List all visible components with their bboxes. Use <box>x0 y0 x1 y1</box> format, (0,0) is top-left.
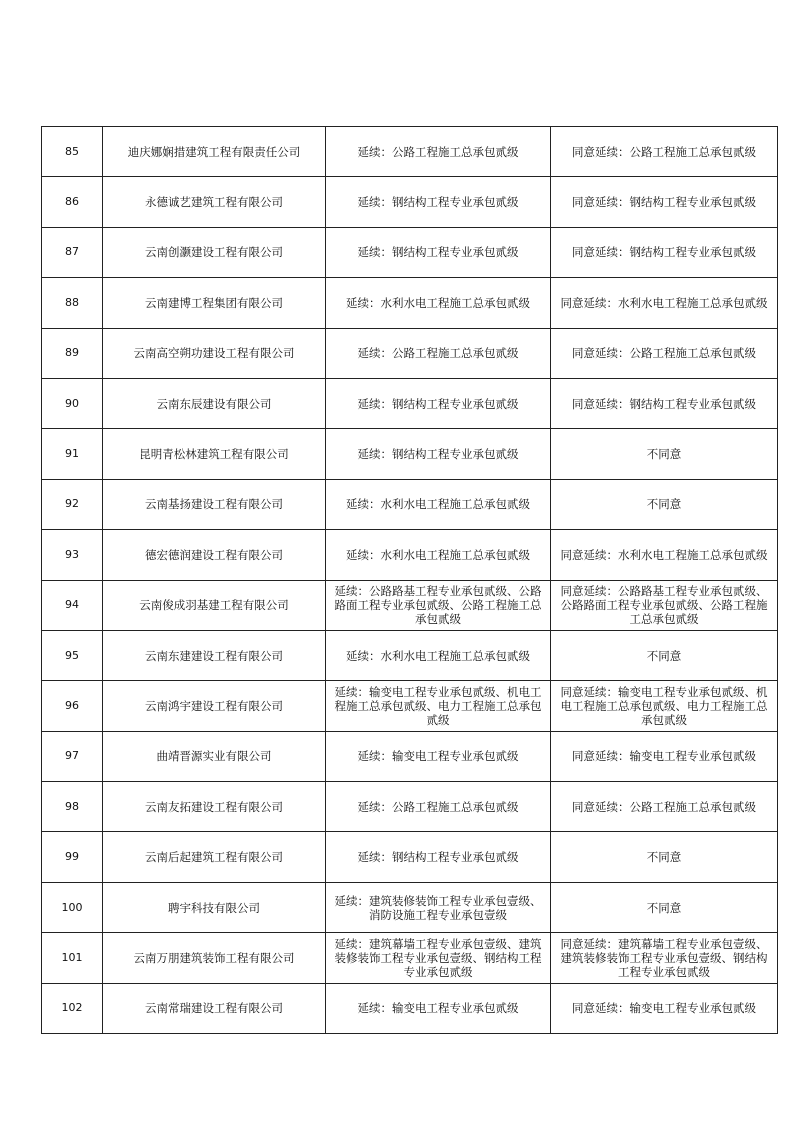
company-name-cell: 曲靖晋源实业有限公司 <box>103 731 326 781</box>
row-number-cell: 90 <box>42 378 103 428</box>
review-result-cell: 不同意 <box>551 882 778 932</box>
table-row <box>42 681 778 731</box>
review-result-cell: 同意延续：公路工程施工总承包贰级 <box>551 782 778 832</box>
company-name-cell: 云南鸿宇建设工程有限公司 <box>103 681 326 731</box>
review-result-cell: 同意延续：公路工程施工总承包贰级 <box>551 328 778 378</box>
row-number-cell: 85 <box>42 127 103 177</box>
application-content-cell: 延续：水利水电工程施工总承包贰级 <box>326 479 551 529</box>
review-result-cell: 同意延续：水利水电工程施工总承包贰级 <box>551 278 778 328</box>
application-content-cell: 延续：建筑幕墙工程专业承包壹级、建筑装修装饰工程专业承包壹级、钢结构工程专业承包贰级 <box>326 933 551 983</box>
company-name-cell: 云南常瑞建设工程有限公司 <box>103 983 326 1033</box>
application-content-cell: 延续：输变电工程专业承包贰级 <box>326 731 551 781</box>
review-result-cell: 不同意 <box>551 630 778 680</box>
row-number-cell: 97 <box>42 731 103 781</box>
review-result-cell: 同意延续：钢结构工程专业承包贰级 <box>551 177 778 227</box>
company-name-cell: 云南东辰建设有限公司 <box>103 378 326 428</box>
review-result-cell: 同意延续：输变电工程专业承包贰级 <box>551 731 778 781</box>
row-number-cell: 100 <box>42 882 103 932</box>
review-result-cell: 同意延续：输变电工程专业承包贰级 <box>551 983 778 1033</box>
review-result-cell: 同意延续：输变电工程专业承包贰级、机电工程施工总承包贰级、电力工程施工总承包贰级 <box>551 681 778 731</box>
application-content-cell: 延续：水利水电工程施工总承包贰级 <box>326 530 551 580</box>
review-result-cell: 同意延续：公路路基工程专业承包贰级、公路路面工程专业承包贰级、公路工程施工总承包贰级 <box>551 580 778 630</box>
company-name-cell: 迪庆娜娴措建筑工程有限责任公司 <box>103 127 326 177</box>
application-content-cell: 延续：输变电工程专业承包贰级、机电工程施工总承包贰级、电力工程施工总承包贰级 <box>326 681 551 731</box>
table-row <box>42 278 778 328</box>
row-number-cell: 101 <box>42 933 103 983</box>
application-content-cell: 延续：水利水电工程施工总承包贰级 <box>326 630 551 680</box>
table-body <box>42 127 778 1034</box>
row-number-cell: 98 <box>42 782 103 832</box>
application-content-cell: 延续：公路路基工程专业承包贰级、公路路面工程专业承包贰级、公路工程施工总承包贰级 <box>326 580 551 630</box>
approval-table <box>41 126 778 1034</box>
company-name-cell: 云南后起建筑工程有限公司 <box>103 832 326 882</box>
table-row <box>42 983 778 1033</box>
table-row <box>42 378 778 428</box>
application-content-cell: 延续：钢结构工程专业承包贰级 <box>326 378 551 428</box>
application-content-cell: 延续：输变电工程专业承包贰级 <box>326 983 551 1033</box>
review-result-cell: 同意延续：水利水电工程施工总承包贰级 <box>551 530 778 580</box>
company-name-cell: 云南基扬建设工程有限公司 <box>103 479 326 529</box>
review-result-cell: 同意延续：公路工程施工总承包贰级 <box>551 127 778 177</box>
table-row <box>42 227 778 277</box>
table-row <box>42 882 778 932</box>
row-number-cell: 93 <box>42 530 103 580</box>
table-row <box>42 580 778 630</box>
row-number-cell: 87 <box>42 227 103 277</box>
review-result-cell: 不同意 <box>551 832 778 882</box>
company-name-cell: 云南万朋建筑装饰工程有限公司 <box>103 933 326 983</box>
company-name-cell: 聘宇科技有限公司 <box>103 882 326 932</box>
table-row <box>42 731 778 781</box>
application-content-cell: 延续：公路工程施工总承包贰级 <box>326 328 551 378</box>
row-number-cell: 86 <box>42 177 103 227</box>
row-number-cell: 99 <box>42 832 103 882</box>
company-name-cell: 云南东建建设工程有限公司 <box>103 630 326 680</box>
application-content-cell: 延续：钢结构工程专业承包贰级 <box>326 832 551 882</box>
review-result-cell: 同意延续：建筑幕墙工程专业承包壹级、建筑装修装饰工程专业承包壹级、钢结构工程专业承包贰级 <box>551 933 778 983</box>
table-row <box>42 429 778 479</box>
row-number-cell: 89 <box>42 328 103 378</box>
company-name-cell: 云南建博工程集团有限公司 <box>103 278 326 328</box>
table-row <box>42 177 778 227</box>
review-result-cell: 不同意 <box>551 479 778 529</box>
row-number-cell: 96 <box>42 681 103 731</box>
table-row <box>42 933 778 983</box>
row-number-cell: 92 <box>42 479 103 529</box>
table-row <box>42 530 778 580</box>
review-result-cell: 不同意 <box>551 429 778 479</box>
application-content-cell: 延续：钢结构工程专业承包贰级 <box>326 177 551 227</box>
application-content-cell: 延续：钢结构工程专业承包贰级 <box>326 227 551 277</box>
company-name-cell: 德宏德润建设工程有限公司 <box>103 530 326 580</box>
application-content-cell: 延续：公路工程施工总承包贰级 <box>326 782 551 832</box>
company-name-cell: 云南俊成羽基建工程有限公司 <box>103 580 326 630</box>
company-name-cell: 云南友拓建设工程有限公司 <box>103 782 326 832</box>
application-content-cell: 延续：钢结构工程专业承包贰级 <box>326 429 551 479</box>
company-name-cell: 昆明青松林建筑工程有限公司 <box>103 429 326 479</box>
application-content-cell: 延续：建筑装修装饰工程专业承包壹级、消防设施工程专业承包壹级 <box>326 882 551 932</box>
review-result-cell: 同意延续：钢结构工程专业承包贰级 <box>551 227 778 277</box>
row-number-cell: 95 <box>42 630 103 680</box>
company-name-cell: 云南创灏建设工程有限公司 <box>103 227 326 277</box>
application-content-cell: 延续：水利水电工程施工总承包贰级 <box>326 278 551 328</box>
table-row <box>42 782 778 832</box>
table-row <box>42 127 778 177</box>
table-row <box>42 479 778 529</box>
table-row <box>42 328 778 378</box>
company-name-cell: 永德诚艺建筑工程有限公司 <box>103 177 326 227</box>
table-row <box>42 630 778 680</box>
row-number-cell: 88 <box>42 278 103 328</box>
application-content-cell: 延续：公路工程施工总承包贰级 <box>326 127 551 177</box>
company-name-cell: 云南高空朔功建设工程有限公司 <box>103 328 326 378</box>
row-number-cell: 91 <box>42 429 103 479</box>
table-row <box>42 832 778 882</box>
row-number-cell: 94 <box>42 580 103 630</box>
row-number-cell: 102 <box>42 983 103 1033</box>
review-result-cell: 同意延续：钢结构工程专业承包贰级 <box>551 378 778 428</box>
